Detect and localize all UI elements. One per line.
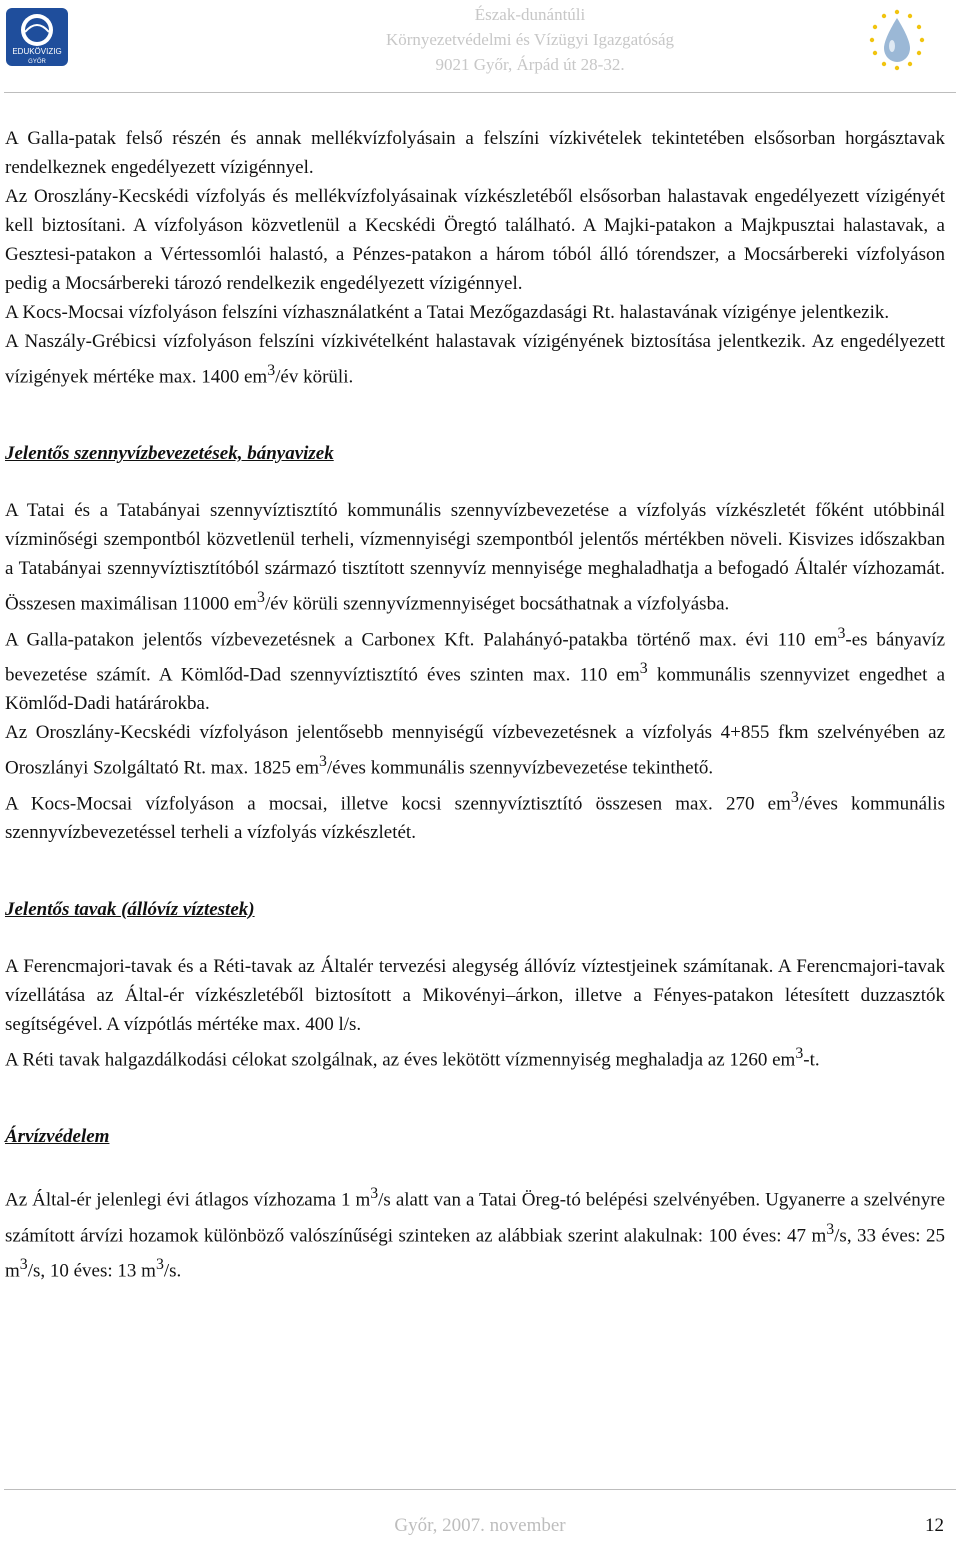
- text-run: /s alatt van a Tatai Öreg-tó belépési szelvényében. Ugyanerre a szelvényre számított árvízi hozamok különböző valószínűségi szinteken az alábbiak szerint alakulnak: 100 éves: 47 m: [5, 1189, 945, 1246]
- logo-text-bottom: GYŐR: [28, 59, 46, 65]
- intro-paragraph-4: [5, 327, 945, 391]
- superscript: 3: [155, 1255, 164, 1273]
- footer-place-date: Győr, 2007. november: [394, 1515, 566, 1536]
- intro-paragraph-3: A Kocs-Mocsai vízfolyáson felszíni vízhasználatként a Tatai Mezőgazdasági Rt. halastavának vízigénye jelentkezik.: [5, 302, 890, 323]
- text-run: A Tatai és a Tatabányai szennyvíztisztító kommunális szennyvízbevezetése a vízfolyás vízkészletét főként utóbbinál vízminőségi szempontból közvetlenül terheli, vízmennyiségi szempontból jelentős mértékben növeli. Kisvizes időszakban a Tatabányai szennyvíztisztítóból származó tisztított szennyvíz mennyisége meghaladhatja a befogadó Általér vízhozamát. Összesen maximálisan 11000 em: [5, 500, 945, 615]
- footer-divider: [4, 1489, 956, 1490]
- text-run: /éves kommunális szennyvízbevezetése tekinthető.: [326, 757, 714, 779]
- intro-p4-tail: /év körüli.: [275, 366, 354, 388]
- section-title-lakes: Jelentős tavak (állóvíz víztestek): [5, 898, 255, 920]
- text-run: A Réti tavak halgazdálkodási célokat szolgálnak, az éves lekötött vízmennyiség meghaladja az 1260 em: [5, 1049, 796, 1071]
- superscript: 3: [318, 753, 327, 771]
- intro-paragraph-2: Az Oroszlány-Kecskédi vízfolyás és mellékvízfolyásainak vízkészletéből elsősorban halastavak engedélyezett vízigényét kell biztosítani. A vízfolyáson közvetlenül a Kecskédi Öregtó található. A Majki-patakon a Majkpusztai halastavak, a Gesztesi-patakon a Vértessomlói halastó, a Pénzes-patakon a három tóból álló tórendszer, a Mocsárbereki vízfolyáson pedig a Mocsárbereki tározó rendelkezik engedélyezett vízigénnyel.: [5, 186, 945, 294]
- lakes-paragraph-1: A Ferencmajori-tavak és a Réti-tavak az Általér tervezési alegység állóvíz víztestjeinek számítanak. A Ferencmajori-tavak vízellátása az Által-ér vízkészletéből biztosított a Mikovényi–árkon, illetve a Fényes-patakon létesített duzzasztók segítségével. A vízpótlás mértéke max. 400 l/s.: [5, 955, 945, 1035]
- superscript: 3: [370, 1185, 379, 1203]
- superscript: 3: [837, 624, 846, 642]
- text-run: /s.: [163, 1260, 182, 1282]
- flood-paragraph-1: [5, 1179, 945, 1285]
- logo-text-top: EDUKÖVIZIG: [12, 47, 62, 56]
- text-run: A Galla-patakon jelentős vízbevezetésnek a Carbonex Kft. Palahányó-patakba történő max. évi 110 em: [5, 628, 838, 650]
- text-run: Az Által-ér jelenlegi évi átlagos vízhozama 1 m: [5, 1189, 371, 1211]
- superscript: 3: [19, 1255, 28, 1273]
- header-organization: [300, 2, 760, 77]
- superscript: 3: [790, 788, 799, 806]
- wastewater-paragraph-4: [5, 783, 945, 847]
- eu-water-drop-logo: [862, 6, 932, 74]
- text-run: -t.: [803, 1049, 820, 1071]
- text-run: A Kocs-Mocsai vízfolyáson a mocsai, illetve kocsi szennyvíztisztító összesen max. 270 em: [5, 792, 791, 814]
- superscript: 3: [826, 1220, 835, 1238]
- wastewater-paragraph-3: [5, 718, 945, 782]
- edukovizig-logo: [4, 6, 70, 68]
- text-run: kommunális szennyvizet engedhet a Kömlőd-Dadi határárokba.: [5, 664, 945, 715]
- page-number: 12: [925, 1515, 944, 1536]
- lakes-paragraph-2: [5, 1039, 945, 1074]
- wastewater-paragraph-2: [5, 619, 945, 719]
- document-body: [5, 124, 945, 1285]
- superscript: 3: [795, 1044, 804, 1062]
- superscript: 3: [257, 589, 265, 607]
- intro-paragraph-1: A Galla-patak felső részén és annak mellékvízfolyásain a felszíni vízkivételek tekintetében elsősorban horgásztavak rendelkeznek engedélyezett vízigénnyel.: [5, 128, 945, 178]
- header-line-3: 9021 Győr, Árpád út 28-32.: [435, 55, 625, 74]
- superscript: 3: [267, 362, 276, 379]
- superscript: 3: [639, 659, 648, 677]
- text-run: /éves kommunális szennyvízbevezetéssel terheli a vízfolyás vízkészletét.: [5, 792, 945, 843]
- text-run: -es bányavíz bevezetése számít. A Kömlőd-Dad szennyvíztisztító éves szinten max. 110 em: [5, 628, 946, 686]
- text-run: /év körüli szennyvízmennyiséget bocsáthatnak a vízfolyásba.: [264, 593, 730, 615]
- text-run: /s, 10 éves: 13 m: [27, 1260, 156, 1282]
- header-divider: [4, 92, 956, 93]
- text-run: /s, 33 éves: 25 m: [5, 1224, 945, 1282]
- section-title-flood-protection: Árvízvédelem: [5, 1126, 110, 1148]
- header-line-1: Észak-dunántúli: [474, 5, 586, 24]
- intro-p4-text: A Naszály-Grébicsi vízfolyáson felszíni vízkivételként halastavak vízigényének biztosítása jelentkezik. Az engedélyezett vízigények mértéke max. 1400 em: [5, 331, 945, 388]
- page-header: [0, 0, 960, 95]
- section-title-wastewater: Jelentős szennyvízbevezetések, bányavizek: [5, 443, 334, 465]
- header-line-2: Környezetvédelmi és Vízügyi Igazgatóság: [385, 30, 675, 49]
- text-run: Az Oroszlány-Kecskédi vízfolyáson jelentősebb mennyiségű vízbevezetésnek a vízfolyás 4+855 fkm szelvényében az Oroszlányi Szolgáltató Rt. max. 1825 em: [5, 722, 945, 779]
- wastewater-paragraph-1: [5, 496, 945, 618]
